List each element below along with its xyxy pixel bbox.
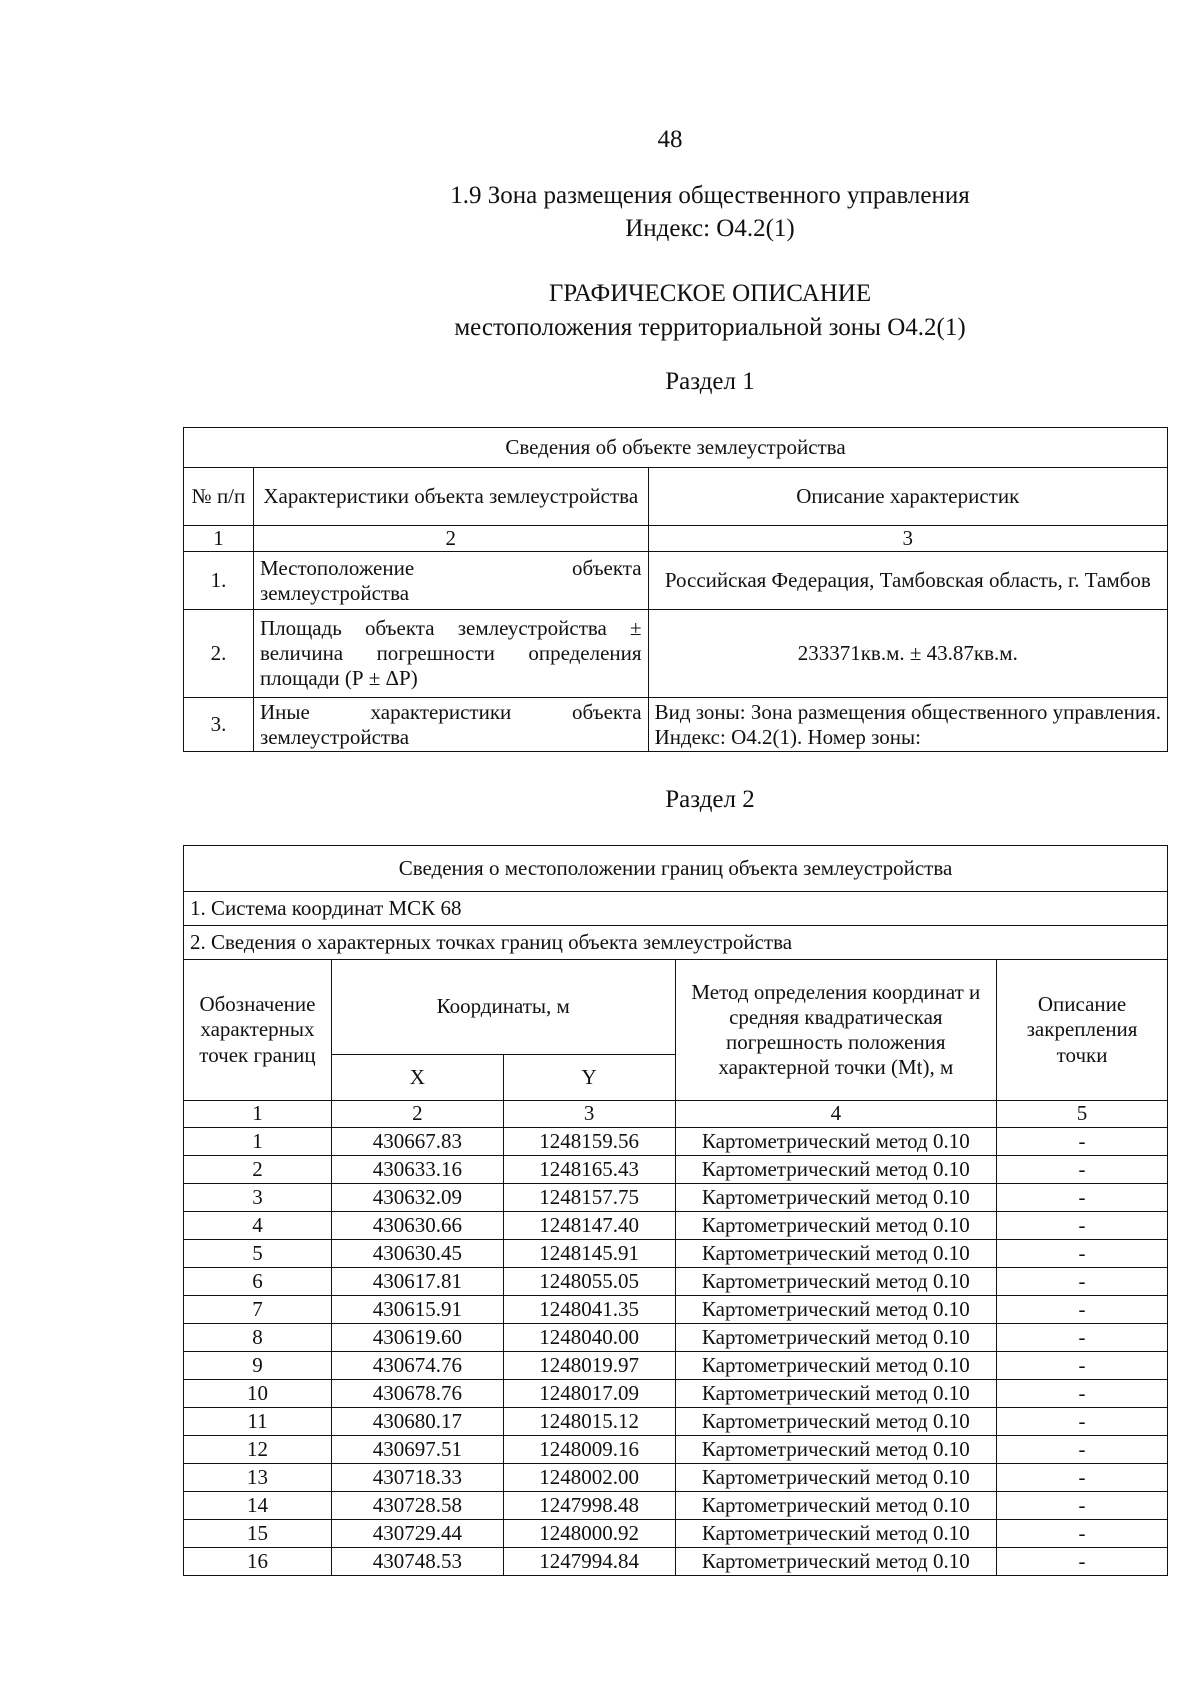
row-characteristic: Иные характеристики объекта землеустройства [253,698,648,752]
table-row [184,552,1168,610]
row-number: 2. [184,610,254,698]
row-description: Российская Федерация, Тамбовская область, г. Тамбов [648,552,1167,610]
coord-x: 430728.58 [331,1492,503,1520]
coord-y: 1248015.12 [503,1408,675,1436]
coord-y: 1247998.48 [503,1492,675,1520]
header-characteristics: Характеристики объекта землеустройства [253,468,648,526]
table-caption: Сведения об объекте землеустройства [184,428,1168,468]
method: Картометрический метод 0.10 [675,1184,997,1212]
coord-x: 430680.17 [331,1408,503,1436]
fixing: - [997,1268,1168,1296]
document-title: ГРАФИЧЕСКОЕ ОПИСАНИЕ [548,280,872,307]
coordinate-system: 1. Система координат МСК 68 [184,892,1168,926]
point-number: 15 [184,1520,332,1548]
fixing: - [997,1408,1168,1436]
row-description: Вид зоны: Зона размещения общественного управления. Индекс: О4.2(1). Номер зоны: [648,698,1167,752]
column-number: 4 [675,1101,997,1128]
table-row [184,1296,1168,1324]
coord-x: 430630.66 [331,1212,503,1240]
row-number: 1. [184,552,254,610]
header-x: X [331,1055,503,1101]
table-row [184,610,1168,698]
method: Картометрический метод 0.10 [675,1520,997,1548]
table-row [184,1492,1168,1520]
header-designation: Обозначение характерных точек границ [184,960,332,1101]
method: Картометрический метод 0.10 [675,1268,997,1296]
points-body [184,1128,1168,1576]
point-number: 2 [184,1156,332,1184]
fixing: - [997,1324,1168,1352]
method: Картометрический метод 0.10 [675,1212,997,1240]
column-number: 3 [648,526,1167,552]
table-row [184,1240,1168,1268]
coord-x: 430674.76 [331,1352,503,1380]
coord-x: 430718.33 [331,1464,503,1492]
table-row [184,1548,1168,1576]
coord-x: 430729.44 [331,1520,503,1548]
column-number: 5 [997,1101,1168,1128]
fixing: - [997,1520,1168,1548]
coord-y: 1247994.84 [503,1548,675,1576]
point-number: 7 [184,1296,332,1324]
header-number: № п/п [184,468,254,526]
point-number: 10 [184,1380,332,1408]
table-row [184,1212,1168,1240]
point-number: 12 [184,1436,332,1464]
coord-y: 1248157.75 [503,1184,675,1212]
fixing: - [997,1184,1168,1212]
coord-y: 1248145.91 [503,1240,675,1268]
row-characteristic: Местоположение объекта землеустройства [253,552,648,610]
point-number: 5 [184,1240,332,1268]
section2-title: Раздел 2 [665,786,755,813]
table-row [184,1436,1168,1464]
method: Картометрический метод 0.10 [675,1128,997,1156]
table-row [184,1464,1168,1492]
fixing: - [997,1240,1168,1268]
coord-y: 1248000.92 [503,1520,675,1548]
fixing: - [997,1296,1168,1324]
coord-y: 1248055.05 [503,1268,675,1296]
method: Картометрический метод 0.10 [675,1464,997,1492]
method: Картометрический метод 0.10 [675,1296,997,1324]
column-number: 2 [253,526,648,552]
point-number: 3 [184,1184,332,1212]
coord-x: 430630.45 [331,1240,503,1268]
fixing: - [997,1156,1168,1184]
point-number: 1 [184,1128,332,1156]
coord-x: 430697.51 [331,1436,503,1464]
fixing: - [997,1492,1168,1520]
column-number: 1 [184,526,254,552]
column-number: 1 [184,1101,332,1128]
column-number: 2 [331,1101,503,1128]
zone-index: Индекс: О4.2(1) [625,215,795,242]
table-row [184,1184,1168,1212]
fixing: - [997,1212,1168,1240]
header-y: Y [503,1055,675,1101]
coord-y: 1248040.00 [503,1324,675,1352]
method: Картометрический метод 0.10 [675,1352,997,1380]
fixing: - [997,1464,1168,1492]
table-row [184,1352,1168,1380]
coord-x: 430667.83 [331,1128,503,1156]
point-number: 6 [184,1268,332,1296]
fixing: - [997,1380,1168,1408]
point-number: 4 [184,1212,332,1240]
table-row [184,1128,1168,1156]
coord-y: 1248019.97 [503,1352,675,1380]
column-number: 3 [503,1101,675,1128]
coord-y: 1248165.43 [503,1156,675,1184]
table-row [184,698,1168,752]
coord-x: 430615.91 [331,1296,503,1324]
table-row [184,1520,1168,1548]
method: Картометрический метод 0.10 [675,1492,997,1520]
coord-x: 430633.16 [331,1156,503,1184]
object-info-table [183,427,1168,752]
point-number: 11 [184,1408,332,1436]
coord-x: 430617.81 [331,1268,503,1296]
document-subtitle: местоположения территориальной зоны О4.2(1) [454,314,966,341]
row-characteristic: Площадь объекта землеустройства ± величина погрешности определения площади (Р ± ΔР) [253,610,648,698]
header-coordinates: Координаты, м [331,960,675,1055]
table-row [184,1324,1168,1352]
coord-y: 1248147.40 [503,1212,675,1240]
method: Картометрический метод 0.10 [675,1436,997,1464]
row-number: 3. [184,698,254,752]
point-number: 8 [184,1324,332,1352]
coord-x: 430632.09 [331,1184,503,1212]
coord-x: 430619.60 [331,1324,503,1352]
table-row [184,1156,1168,1184]
table-row [184,1268,1168,1296]
page-number: 48 [657,126,683,153]
point-number: 14 [184,1492,332,1520]
coord-y: 1248002.00 [503,1464,675,1492]
table-caption: Сведения о местоположении границ объекта землеустройства [184,846,1168,892]
header-description: Описание характеристик [648,468,1167,526]
points-caption: 2. Сведения о характерных точках границ объекта землеустройства [184,926,1168,960]
method: Картометрический метод 0.10 [675,1380,997,1408]
method: Картометрический метод 0.10 [675,1240,997,1268]
fixing: - [997,1436,1168,1464]
coord-y: 1248009.16 [503,1436,675,1464]
fixing: - [997,1352,1168,1380]
fixing: - [997,1128,1168,1156]
coord-y: 1248041.35 [503,1296,675,1324]
zone-heading: 1.9 Зона размещения общественного управления [450,182,970,209]
method: Картометрический метод 0.10 [675,1156,997,1184]
point-number: 13 [184,1464,332,1492]
coord-x: 430748.53 [331,1548,503,1576]
method: Картометрический метод 0.10 [675,1408,997,1436]
row-description: 233371кв.м. ± 43.87кв.м. [648,610,1167,698]
table-row [184,1408,1168,1436]
coord-y: 1248017.09 [503,1380,675,1408]
coord-x: 430678.76 [331,1380,503,1408]
point-number: 9 [184,1352,332,1380]
method: Картометрический метод 0.10 [675,1324,997,1352]
coord-y: 1248159.56 [503,1128,675,1156]
section1-title: Раздел 1 [665,368,755,395]
boundary-points-table [183,845,1168,1576]
method: Картометрический метод 0.10 [675,1548,997,1576]
header-fixing: Описание закрепления точки [997,960,1168,1101]
fixing: - [997,1548,1168,1576]
point-number: 16 [184,1548,332,1576]
header-method: Метод определения координат и средняя квадратическая погрешность положения характерной точки (Mt), м [675,960,997,1101]
table-row [184,1380,1168,1408]
